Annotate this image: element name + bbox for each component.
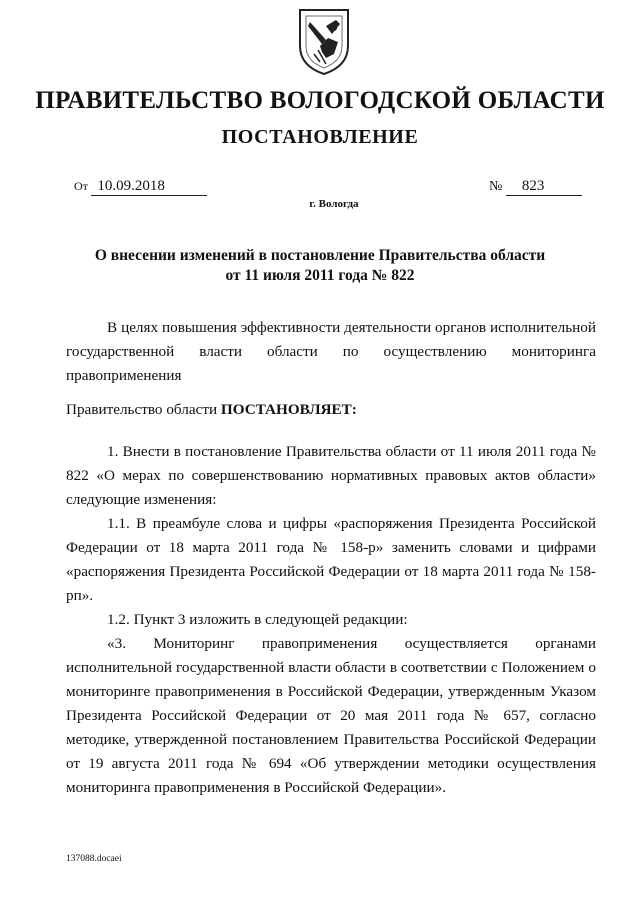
city-label: г. Вологда <box>309 198 359 210</box>
coat-of-arms-icon <box>296 6 352 76</box>
resolves-paragraph <box>66 398 596 422</box>
number-field-row <box>489 178 582 196</box>
file-code: 137088.docaei <box>66 854 122 864</box>
resolves-keyword: ПОСТАНОВЛЯЕТ: <box>220 401 357 418</box>
paragraph-1-2: 1.2. Пункт 3 изложить в следующей редакции: <box>107 611 408 628</box>
resolves-prefix: Правительство области <box>66 401 221 418</box>
date-value: 10.09.2018 <box>91 178 207 196</box>
government-title: ПРАВИТЕЛЬСТВО ВОЛОГОДСКОЙ ОБЛАСТИ <box>35 87 605 114</box>
paragraph-1: 1. Внести в постановление Правительства области от 11 июля 2011 года № 822 «О мерах по совершенствованию нормативных правовых актов области» следующие изменения: <box>66 443 596 508</box>
subject-line-1: О внесении изменений в постановление Правительства области <box>94 247 546 264</box>
number-label: № <box>489 179 503 194</box>
date-field-row <box>74 178 207 196</box>
paragraph-1-1: 1.1. В преамбуле слова и цифры «распоряжения Президента Российской Федерации от 18 марта 2011 года № 158-р» заменить словами и цифрами «распоряжения Президента Российской Федерации от 18 марта 2011 года № 158-рп». <box>66 515 596 604</box>
document-subject <box>86 246 554 286</box>
paragraph-3-text: «3. Мониторинг правоприменения осуществляется органами исполнительной государственной власти области в соответствии с Положением о мониторинге правоприменения в Российской Федерации, утвержденным Указом Президента Российской Федерации от 20 мая 2011 года № 657, согласно методике, утвержденной постановлением Правительства Российской Федерации от 19 августа 2011 года № 694 «Об утверждении методики осуществления мониторинга правоприменения в Российской Федерации». <box>66 635 596 796</box>
date-label: От <box>74 179 88 193</box>
document-body <box>66 316 596 800</box>
subject-line-2: от 11 июля 2011 года № 822 <box>225 267 415 284</box>
document-type: ПОСТАНОВЛЕНИЕ <box>221 126 419 148</box>
number-value: 823 <box>506 178 582 196</box>
preamble-paragraph: В целях повышения эффективности деятельности органов исполнительной государственной власти области по осуществлению мониторинга правоприменения <box>66 319 596 384</box>
